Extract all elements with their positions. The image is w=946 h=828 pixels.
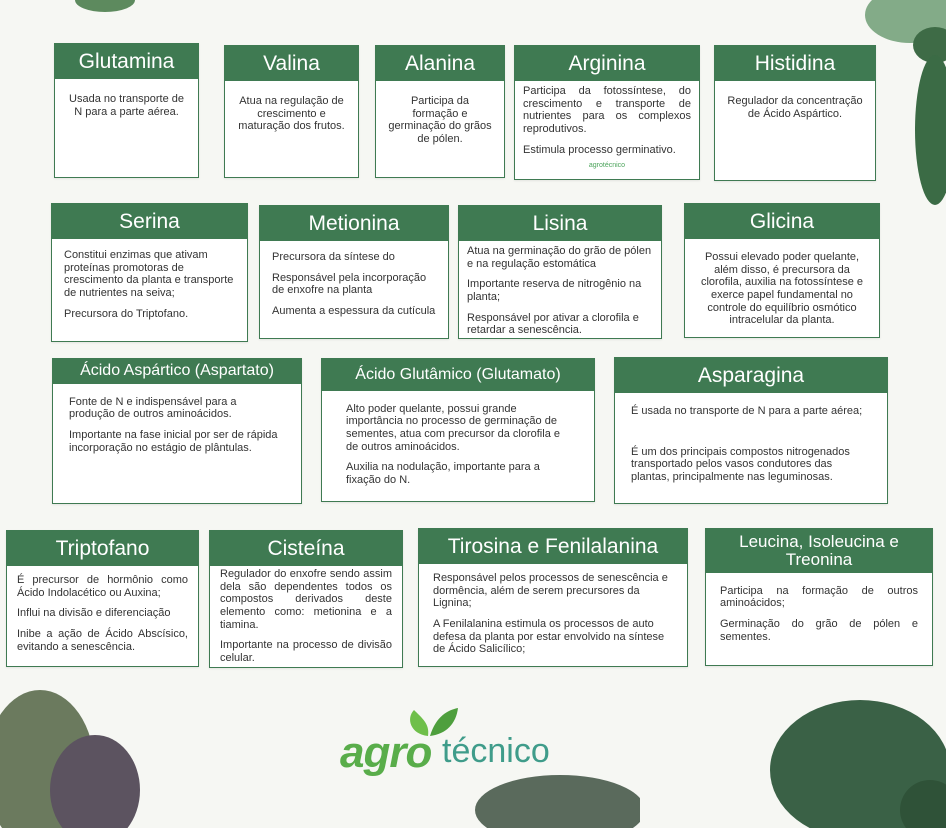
card-title: Glutamina [54, 43, 199, 79]
card-text: É precursor de hormônio como Ácido Indolacético ou Auxina; [17, 574, 188, 599]
card-text: Influi na divisão e diferenciação [17, 607, 171, 620]
card-leucina-isoleucina-treonina [705, 528, 933, 666]
card-text: Regulador da concentração de Ácido Aspártico. [727, 95, 863, 120]
card-text: Aumenta a espessura da cutícula [272, 304, 436, 317]
card-title: Lisina [458, 205, 662, 241]
card-text: Possui elevado poder quelante, além disso, é precursora da clorofila, auxilia na fotossíntese e exerce papel fundamental no controle do equilíbrio osmótico intracelular da planta. [700, 251, 864, 327]
card-text: Participa da formação e germinação do grãos de pólen. [388, 95, 492, 145]
agrotecnico-logo [330, 700, 560, 790]
card-text: A Fenilalanina estimula os processos de auto defesa da planta por estar envolvido na síntese de Ácido Salicílico; [433, 617, 665, 656]
card-lisina [458, 205, 662, 339]
card-acido-glutamico [321, 358, 595, 502]
card-text: Fonte de N e indispensável para a produção de outros aminoácidos. [69, 395, 237, 421]
card-text: Importante na fase inicial por ser de rápida incorporação no estágio de plântulas. [69, 429, 278, 454]
card-title: Alanina [375, 45, 505, 81]
card-title: Ácido Glutâmico (Glutamato) [321, 358, 595, 391]
card-title: Tirosina e Fenilalanina [418, 528, 688, 564]
card-title: Ácido Aspártico (Aspartato) [52, 358, 302, 384]
card-text: Importante reserva de nitrogênio na planta; [467, 278, 642, 303]
card-title: Asparagina [614, 357, 888, 393]
card-text: Usada no transporte de N para a parte aérea. [69, 93, 184, 118]
card-cisteina [209, 530, 403, 668]
card-title: Glicina [684, 203, 880, 239]
card-text: Precursora do Triptofano. [64, 307, 189, 320]
card-text: É usada no transporte de N para a parte aérea; [631, 405, 863, 418]
card-text: Participa na formação de outros aminoácidos; [720, 584, 918, 610]
card-text: Importante na processo de divisão celular. [220, 639, 392, 664]
card-text: Inibe a ação de Ácido Abscísico, evitando a senescência. [17, 627, 188, 653]
logo-tecnico-text: técnico [442, 732, 550, 770]
card-histidina [714, 45, 876, 181]
card-text: Responsável pelos processos de senescência e dormência, além de serem precursores da Lignina; [433, 572, 668, 610]
card-text: Alto poder quelante, possui grande importância no processo de germinação de sementes, atua com precursor da clorofila e de outros aminoácidos. [346, 402, 560, 453]
card-valina [224, 45, 359, 178]
card-title: Metionina [259, 205, 449, 241]
card-text: Responsável pela incorporação de enxofre na planta [272, 271, 427, 297]
card-title: Serina [51, 203, 248, 239]
card-text: Atua na germinação do grão de pólen e na regulação estomática [467, 245, 652, 270]
card-text: Regulador do enxofre sendo assim dela são dependentes todos os compostos derivados deste elemento como: metionina e a tiamina. [220, 568, 392, 631]
card-title: Valina [224, 45, 359, 81]
card-alanina [375, 45, 505, 178]
leaf-right-decoration [905, 50, 946, 210]
card-text: Germinação do grão de pólen e sementes. [720, 617, 918, 643]
card-serina [51, 203, 248, 342]
card-tirosina-fenilalanina [418, 528, 688, 667]
card-glicina [684, 203, 880, 338]
card-triptofano [6, 530, 199, 667]
card-metionina [259, 205, 449, 339]
card-text: Participa da fotossíntese, do crescimento e transporte de nutrientes para os complexos reprodutivos. [523, 85, 691, 135]
card-acido-aspartico [52, 358, 302, 504]
card-title: Arginina [514, 45, 700, 81]
card-text: Atua na regulação de crescimento e maturação dos frutos. [238, 95, 345, 133]
card-text: Precursora da síntese do [272, 251, 395, 264]
leaf-bottom-left-decoration [0, 660, 160, 828]
card-arginina [514, 45, 700, 180]
leaf-top-left-decoration [70, 0, 140, 20]
card-text: Auxilia na nodulação, importante para a fixação do N. [346, 461, 540, 486]
leaf-bottom-right-decoration [740, 660, 946, 828]
card-asparagina [614, 357, 888, 504]
card-glutamina [54, 43, 199, 178]
card-title: Leucina, Isoleucina e Treonina [705, 528, 933, 573]
card-text: Constitui enzimas que ativam proteínas promotoras de crescimento da planta e transporte de nutrientes na seiva; [64, 249, 234, 299]
card-title: Histidina [714, 45, 876, 81]
card-title: Triptofano [6, 530, 199, 566]
logo-agro-text: agro [340, 728, 432, 777]
card-text: Estimula processo germinativo. [523, 143, 676, 156]
card-text: É um dos principais compostos nitrogenados transportado pelos vasos condutores das plantas, principalmente nas leguminosas. [631, 445, 850, 483]
card-title: Cisteína [209, 530, 403, 566]
mini-logo: agrotécnico [588, 162, 626, 170]
card-text: Responsável por ativar a clorofila e retardar a senescência. [467, 311, 639, 337]
